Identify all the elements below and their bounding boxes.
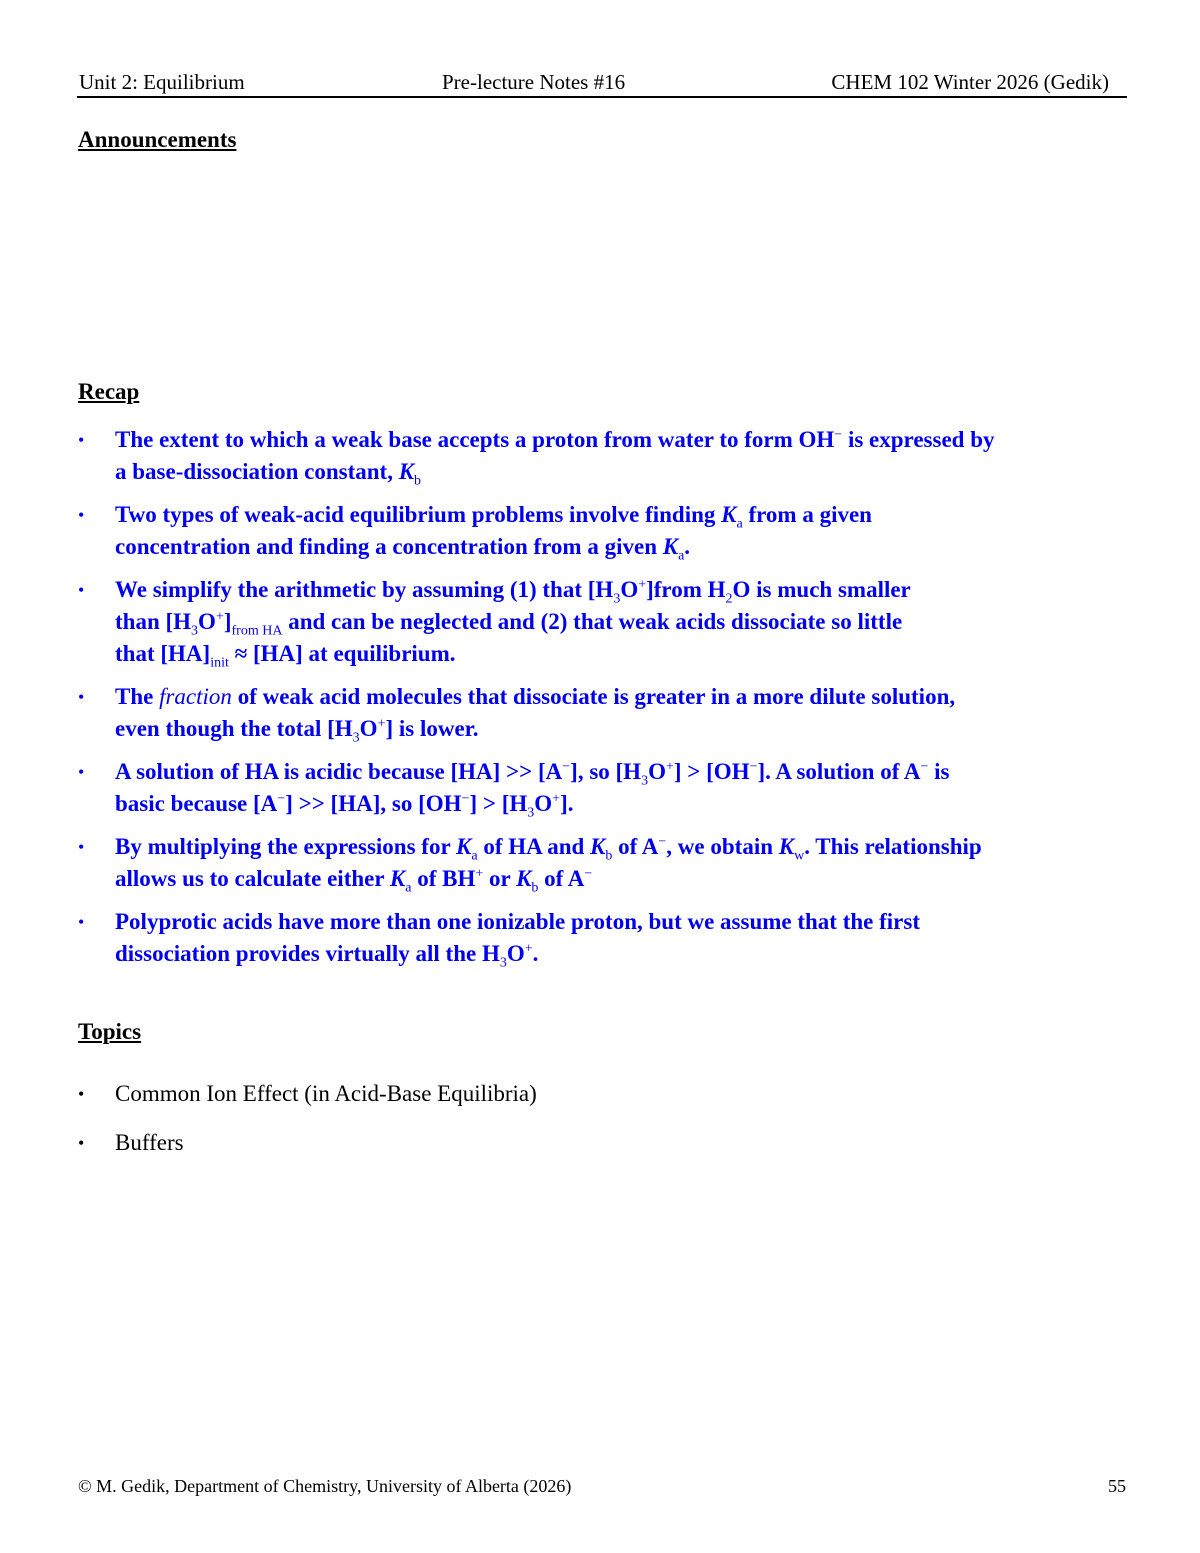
recap-list bbox=[78, 424, 1138, 981]
recap-item bbox=[78, 906, 1138, 970]
recap-item bbox=[78, 499, 1138, 563]
text-line: concentration and finding a concentration from a given $K_a$. bbox=[115, 534, 691, 564]
recap-item bbox=[78, 574, 1138, 670]
topic-item bbox=[78, 1127, 537, 1159]
announcements-heading: Announcements bbox=[78, 127, 237, 152]
recap-heading: Recap bbox=[78, 379, 140, 404]
text-line: The fraction of weak acid molecules that dissociate is greater in a more dilute solution, bbox=[115, 684, 956, 709]
topic-label: Common Ion Effect (in Acid-Base Equilibria) bbox=[115, 1081, 537, 1106]
recap-item bbox=[78, 681, 1138, 745]
text-line: allows us to calculate either $K_a$ of BH+ or $K_b$ of A− bbox=[115, 866, 593, 896]
header-notes-title: Pre-lecture Notes #16 bbox=[442, 70, 626, 94]
bullet-icon: • bbox=[78, 762, 85, 782]
text-line: The extent to which a weak base accepts a proton from water to form OH− is expressed by bbox=[115, 427, 995, 452]
text-line: dissociation provides virtually all the $H_3O^+$. bbox=[115, 941, 539, 971]
recap-item bbox=[78, 424, 1138, 488]
recap-item bbox=[78, 756, 1138, 820]
header-course: CHEM 102 Winter 2026 (Gedik) bbox=[831, 70, 1109, 94]
header-unit: Unit 2: Equilibrium bbox=[79, 70, 245, 94]
page-number: 55 bbox=[1108, 1476, 1126, 1496]
topic-label: Buffers bbox=[115, 1130, 184, 1155]
text-line: even though the total $[H_3O^+]$ is lower. bbox=[115, 716, 479, 746]
bullet-icon: • bbox=[78, 687, 85, 707]
recap-item bbox=[78, 831, 1138, 895]
bullet-icon: • bbox=[78, 1084, 85, 1104]
bullet-icon: • bbox=[78, 580, 85, 600]
topics-heading: Topics bbox=[78, 1019, 142, 1044]
page-header bbox=[77, 70, 1127, 98]
text-line: By multiplying the expressions for $K_a$ of HA and $K_b$ of A−, we obtain $K_w$. This relationship bbox=[115, 834, 982, 864]
text-line: A solution of HA is acidic because [HA] >> [A−], so $[H_3O^+] > [OH^-]$. A solution of A− is bbox=[115, 759, 950, 789]
bullet-icon: • bbox=[78, 430, 85, 450]
text-line: basic because [A−] >> [HA], so $[OH^-] > [H_3O^+]$. bbox=[115, 791, 574, 821]
bullet-icon: • bbox=[78, 1133, 85, 1153]
text-line: Two types of weak-acid equilibrium problems involve finding $K_a$ from a given bbox=[115, 502, 872, 532]
bullet-icon: • bbox=[78, 912, 85, 932]
bullet-icon: • bbox=[78, 505, 85, 525]
bullet-icon: • bbox=[78, 837, 85, 857]
text-line: that $[HA]_{init} \approx [HA]$ at equilibrium. bbox=[115, 641, 456, 671]
text-line: a base-dissociation constant, $K_b$ bbox=[115, 459, 422, 489]
text-line: Polyprotic acids have more than one ionizable proton, but we assume that the first bbox=[115, 909, 920, 934]
topic-item bbox=[78, 1078, 537, 1110]
topics-list bbox=[78, 1078, 537, 1176]
text-line: We simplify the arithmetic by assuming (1) that $[H_3O^+]from$ $H_2O$ is much smaller bbox=[115, 577, 911, 607]
text-line: than $[H_3O^+]_{from HA}$ and can be neglected and (2) that weak acids dissociate so little bbox=[115, 609, 903, 639]
copyright-text: © M. Gedik, Department of Chemistry, University of Alberta (2026) bbox=[78, 1476, 572, 1496]
